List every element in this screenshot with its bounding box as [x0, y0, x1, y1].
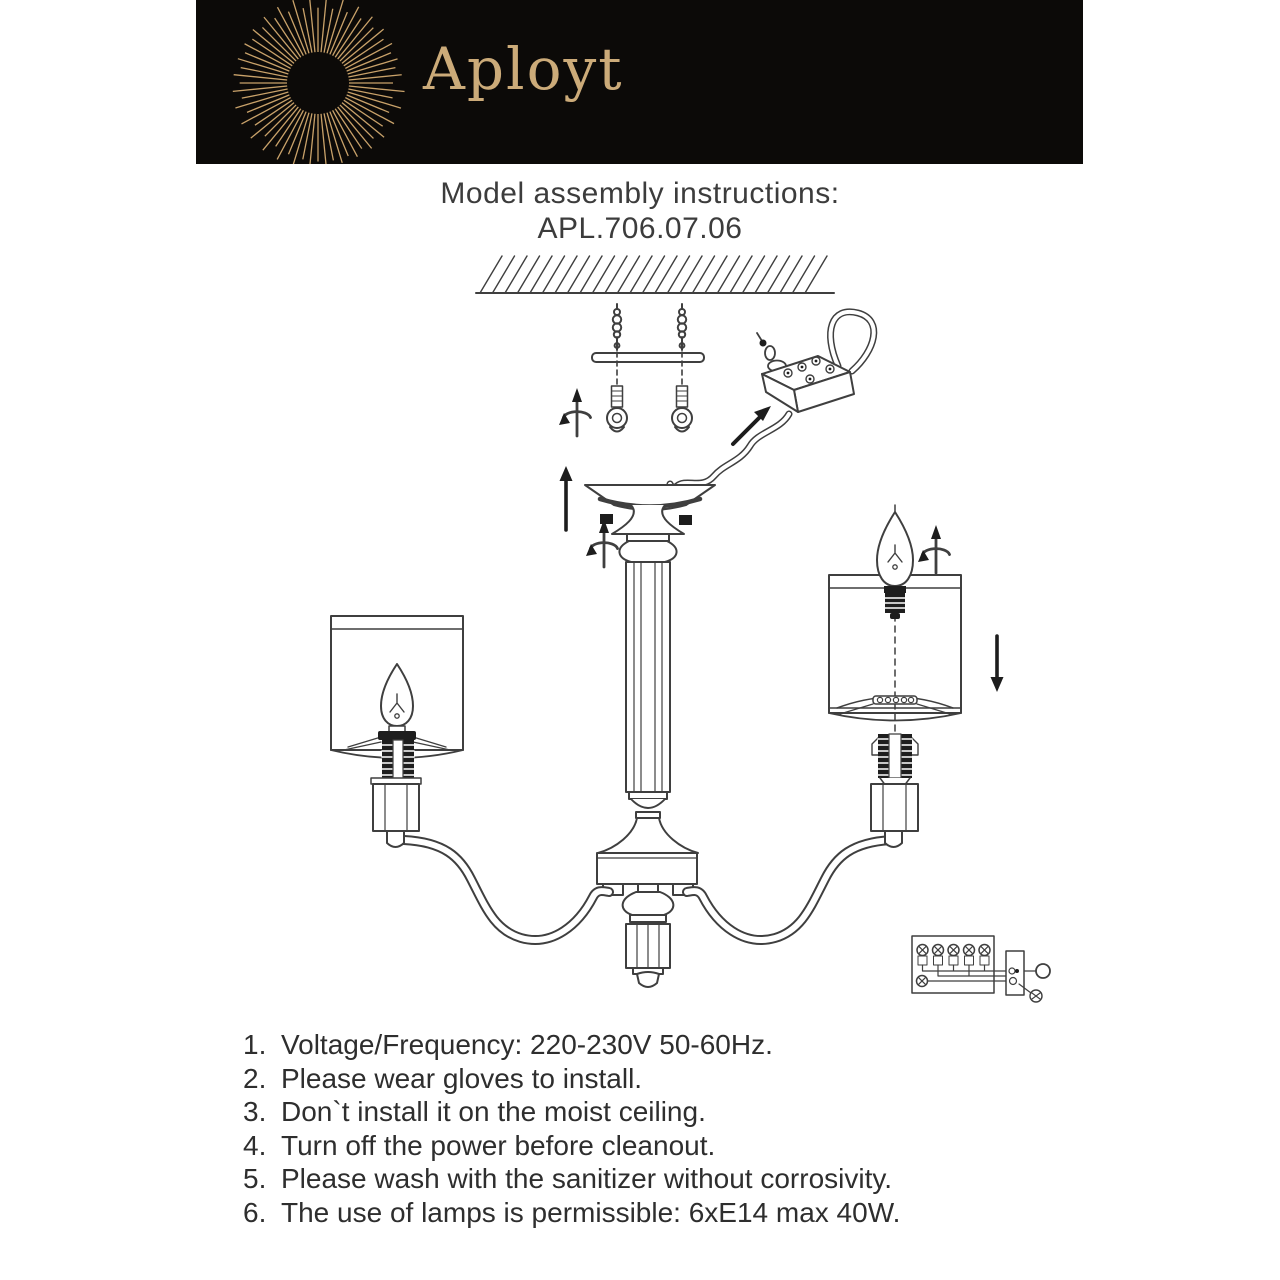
brand-wordmark: Aployt [423, 35, 624, 103]
sunburst-logo-icon [233, 0, 405, 164]
right-socket-core [889, 734, 901, 778]
instruction-number: 4. [243, 1129, 267, 1161]
instruction-text: Voltage/Frequency: 220-230V 50-60Hz. [281, 1029, 773, 1060]
instruction-item [0, 1196, 1280, 1230]
page-title: Model assembly instructions: [440, 177, 840, 210]
ceiling-hatch-icon [476, 256, 834, 293]
left-arm-holder [373, 784, 419, 831]
instruction-item [0, 1062, 1280, 1096]
right-arm-holder [871, 784, 918, 831]
instruction-item [0, 1129, 1280, 1163]
finial-knob [637, 972, 659, 987]
instructions-list [0, 1028, 1280, 1230]
terminal-block-assembly [670, 312, 874, 487]
assembly-diagram [0, 245, 1280, 1035]
left-holder-tip [387, 831, 404, 847]
left-socket-core [393, 740, 403, 780]
arrow-up-icon [560, 466, 573, 530]
left-lamp-assembly [331, 616, 463, 847]
hook-pin-icon [757, 333, 762, 341]
mounting-assembly [559, 304, 704, 436]
brand-banner [196, 0, 1083, 164]
instruction-number: 1. [243, 1029, 267, 1060]
connector-block [1006, 951, 1024, 995]
right-holder-tip [885, 831, 902, 847]
banner-art [196, 0, 1083, 164]
instruction-text: Don`t install it on the moist ceiling. [281, 1096, 706, 1128]
instruction-item [0, 1095, 1280, 1129]
canopy-trumpet [612, 505, 684, 534]
instruction-number: 2. [243, 1062, 267, 1094]
mounting-bar [592, 353, 704, 362]
model-code: APL.706.07.06 [537, 212, 743, 245]
instruction-text: Please wash with the sanitizer without corrosivity. [281, 1163, 893, 1195]
rotate-icon [918, 525, 950, 573]
rotate-icon [586, 519, 618, 567]
mount-screw-left [600, 514, 613, 524]
instruction-number: 3. [243, 1096, 267, 1128]
screw-icon [1030, 990, 1042, 1002]
anchor-screw-left [607, 304, 627, 432]
rotate-icon [559, 388, 591, 436]
finial-vase [623, 892, 674, 915]
center-column [626, 562, 670, 792]
instruction-number: 5. [243, 1163, 267, 1195]
instruction-item [0, 1162, 1280, 1196]
ring-terminal-icon [1036, 964, 1050, 978]
title-block [0, 176, 1280, 246]
mount-screw-right [679, 515, 692, 525]
instruction-number: 6. [243, 1196, 267, 1228]
right-lamp-assembly [829, 505, 1004, 847]
anchor-screw-right [672, 304, 692, 432]
arrow-down-icon [991, 636, 1004, 692]
instruction-text: Please wear gloves to install. [281, 1062, 643, 1094]
wiring-diagram [912, 936, 1050, 1002]
instruction-text: Turn off the power before cleanout. [281, 1129, 716, 1161]
instruction-text: The use of lamps is permissible: 6xE14 max 40W. [281, 1196, 901, 1228]
instruction-item [0, 1028, 1280, 1062]
hub-cone [598, 818, 698, 853]
